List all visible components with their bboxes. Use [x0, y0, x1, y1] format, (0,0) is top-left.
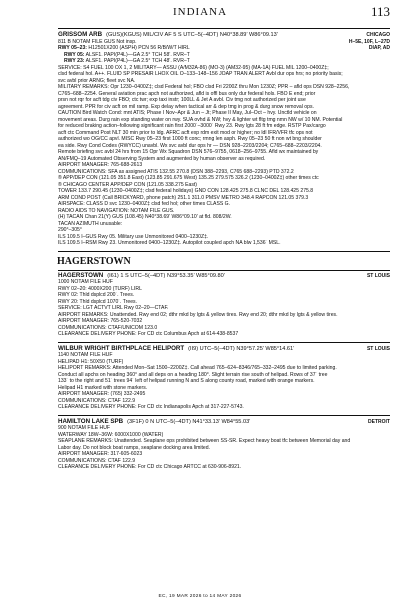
communications-line: ® APP/DEP CON (121.05 351.8 East) (123.85 291.675 West) 135.25 279.575 326.2 (1230–0400Z‡) other times ctc	[58, 175, 319, 181]
entry-line: CLEARANCE DELIVERY PHONE: For CD ctc Chicago ARTCC at 630-906-8921.	[58, 464, 242, 470]
remarks-line: ea side. Rwy Cond Codes (RWYCC) unavbl. Wx svc avbl dur ops hr — DSN 928–2203/2204; C765–688–2203/2204.	[58, 142, 322, 149]
sectional-chart: CHICAGO	[366, 32, 390, 38]
remarks-line: acft ctc Command Post NLT 30 min prior to ldg. AFRC acft exp rdm exit mod or higher; no ldl IFR/VFR tfc ops not	[58, 129, 313, 136]
entry-line: SERVICE: LGT ACTVT LIRL Rwy 02–20—CTAF.	[58, 305, 169, 311]
city-rule	[58, 270, 390, 271]
diap-label: DIAP, AD	[368, 45, 390, 51]
service-line: clsd federal hol. A++. FLUID SP PRESAIR LHOX OIL O–133–148–156 JOAP TRAN ALERT Avbl dur ops hrs; no priority basis;	[58, 71, 343, 77]
remarks-line: agreement. PPR for civ acft on mil ramp. Exp delay when tactical arr & dep tmg in prog & durg snow removal ops.	[58, 103, 314, 110]
airport-name: GRISSOM ARB	[58, 31, 103, 38]
remarks-line: C765–688–2254. General aviation prac apch not authorized, afld is offl bus only dur federal hols. FBO E end; prior	[58, 90, 316, 97]
entry-line: SEAPLANE REMARKS: Unattended. Seaplane ops prohibited between SS-SR. Expect heavy boat tfc between Memorial day and	[58, 438, 351, 444]
radio-aids-line: 290°–305°	[58, 227, 82, 233]
remarks-line: prsn not rqr for acft tdg civ FBO; ctc twr; exp taxi instr; 100LL & Jet A avbl. Civ tmg not authorized per joint use	[58, 97, 306, 103]
notam-file: 811 B NOTAM FILE GUS Not insp.	[58, 38, 137, 45]
entry-line: CLEARANCE DELIVERY PHONE: For CD ctc Columbus Apch at 614-438-8537	[58, 331, 239, 337]
radio-aids-line: ILS 109.5 I–GUS Rwy 05. Military use Unmonitored 0400–1230Z‡.	[58, 233, 209, 240]
entry-line: 133´ to the right and 51´ trees 94´ left of helipad running N and S along county road, marked with orange markers.	[58, 378, 315, 384]
header-rule	[58, 28, 390, 29]
entry-line: Labor day. Do not block boat ramps, seaplane docking area limited.	[58, 444, 210, 451]
runway-key: RWY 23:	[64, 58, 85, 64]
runway-key: RWY 05–23:	[58, 45, 87, 51]
service-line: SERVICE: S4 FUEL 100 OX 1, 2 MILITARY— ASSU (A/M32A-86) (MO-3) (AM32-95) (MA-1A) FUEL MIL 1200–0400Z‡;	[58, 64, 329, 71]
airport-codes: (I61) 1 S UTC–5(–4DT) N39°53.35’ W85°09.80’	[107, 272, 226, 279]
section-divider	[58, 415, 390, 416]
page-number: 113	[370, 4, 390, 19]
airport-name: WILBUR WRIGHT BIRTHPLACE HELIPORT	[58, 344, 185, 352]
page-footer: EC, 19 MAR 2026 to 14 MAY 2026	[158, 594, 242, 599]
entry-line: RWY 20: Thld dsplcd 1070´. Trees.	[58, 298, 137, 305]
remarks-line: AN/FMQ–19 Automated Observing System and augmented by human observer as required.	[58, 155, 266, 162]
remarks-line: CAUTION Bird Watch Cond: mnt ATIS; Phase I Nov–Apr & Jun – Jt; Phase II May, Jul–Oct – hvy. Unctld vehicle on	[58, 110, 317, 116]
radio-aids-head: RADIO AIDS TO NAVIGATION: NOTAM FILE GUS.	[58, 207, 175, 214]
notam-file: 1000 NOTAM FILE HUF	[58, 279, 113, 285]
section-divider	[58, 251, 390, 252]
entry-grissom	[58, 32, 390, 247]
communications-line: ARM COND POST (Call BRICKYARD, phone patch) 251.1 311.0 PMSV METRO 348.4 RAPCON 121.05 379.3	[58, 194, 309, 201]
entry-line: AIRPORT MANAGER: 317-605-6023	[58, 451, 143, 457]
remarks-line: Remote briefing svc avbl 24 hrs from 15 Opr Wx Squadron DSN 576–9755, 0618–256–9755. Afld wx maintained by	[58, 149, 319, 155]
notam-file: 1140 NOTAM FILE HUF	[58, 352, 113, 358]
remarks-line: movement areas. Durg rain exp standing water on rwy. SUA ovhd & NW; hvy & lighter wt fltg tmg nmn NW w/ 10 NM. Potential	[58, 116, 343, 123]
entry-line: Conduct all apchs on heading 360° and all deps on a heading 180°. Slight terrain rise south of helipad. Rows of 37´ tree	[58, 371, 328, 378]
entry-line: Helipad H1 marked with stone markers.	[58, 384, 148, 391]
entry-line: CLEARANCE DELIVERY PHONE: For CD ctc Indianapolis Apch at 317-227-5743.	[58, 404, 244, 410]
airspace-line: AIRSPACE: CLASS D svc 1230–0400Z‡ clsd fed hol; other times CLASS G.	[58, 201, 231, 207]
communications-line: ® CHICAGO CENTER APP/DEP CON (121.05 338.275 East)	[58, 181, 197, 188]
communications-line: TOWER 133.7 290.45 (1230–0400Z‡; clsd federal holidays) GND CON 128.425 275.8 CLNC DEL 128.425 275.8	[58, 188, 314, 194]
sectional-chart: DETROIT	[368, 418, 390, 425]
remarks-line: for reduced braking action–following significant rain first 2000´–3000´ Rwy 23. Rwy lgts 28 ft fm edge. RSTP Pax/cargo	[58, 123, 326, 129]
page-header	[0, 0, 400, 28]
directory-body	[58, 32, 390, 471]
airport-codes: (GUS)(KGUS) MIL/CIV AF 5 S UTC–5(–4DT) N40°38.89’ W86°09.13’	[106, 32, 278, 38]
entry-hagerstown	[58, 273, 390, 338]
airport-codes: (II9) UTC–5(–4DT) N39°57.25’ W85°14.61’	[188, 345, 295, 352]
entry-line: AIRPORT REMARKS: Unattended. Rwy end 02; dthr mkd by lgts & yellow tires. Rwy end 20; dthr mkd by lgts & yellow tires.	[58, 311, 338, 318]
runway-text: ALSF1. PAPI(P4L)—GA 2.5° TCH 58’. RVR–T	[84, 51, 190, 58]
section-divider	[58, 342, 390, 343]
entry-line: AIRPORT MANAGER: (765) 332-2495	[58, 391, 146, 397]
state-title: INDIANA	[172, 6, 228, 18]
entry-line: COMMUNICATIONS: CTAF 122.9	[58, 397, 136, 404]
sectional-chart: ST LOUIS	[366, 345, 390, 352]
airport-name: HAMILTON LAKE SPB	[58, 417, 124, 425]
entry-line: WATERWAY 18W–36W: 6000X1000 (WATER)	[58, 431, 164, 438]
runway-text: ALSF1. PAPI(P4L)—GA 2.5° TCH 48’. RVR–T	[84, 58, 190, 64]
runway-text: H12501X200 (ASPH) PCN 56 R/B/W/T HIRL	[86, 45, 190, 51]
entry-line: HELIPAD H1: 50X50 (TURF)	[58, 358, 124, 365]
radio-aids-line: (H) TACAN Chan 21(Y) GUS (108.45) N40°38.69’ W86°09.10’ at fld. 808/2W.	[58, 214, 232, 220]
sectional-chart: ST LOUIS	[366, 272, 390, 279]
entry-line: COMMUNICATIONS: CTAF 122.9	[58, 457, 136, 464]
remarks-line: MILITARY REMARKS: Opr 1230–0400Z‡; clsd Federal hol; FBO clsd Fri 2200Z thru Mon 1230Z; PPR – afld ops DSN 928–2256,	[58, 84, 350, 90]
communications-head: COMMUNICATIONS: SFA as assigned ATIS 132.55 270.8 (DSN 388–2293, C765 688–2293) PTD 372.2	[58, 168, 294, 175]
radio-aids-line: ILS 109.5 I–RSM Rwy 23. Unmonitored 0400–1230Z‡. Autopilot coupled apch NA blw 1,536´ MSL.	[58, 240, 281, 246]
entry-wilbur-wright	[58, 346, 390, 411]
entry-line: RWY 02–20: 4000X200 (TURF) LIRL	[58, 285, 142, 292]
notam-file: 900 NOTAM FILE HUF	[58, 425, 110, 431]
airport-name: HAGERSTOWN	[58, 271, 104, 279]
entry-hamilton-lake	[58, 419, 390, 471]
runway-key: RWY 05:	[64, 51, 85, 58]
remarks-line: authorized wo OG/CC apvl. MISC Rwy 05–23 first 1000 ft conc; rmng len asph. Rwy 05–23 50 ft non wt bng shoulder	[58, 136, 322, 142]
entry-line: HELIPORT REMARKS: Attended Mon–Sat 1500–2200Z‡. Call ahead 765–624–8346/765–332–2495 due to limited parking.	[58, 365, 337, 371]
airport-codes: (3F1F) 0 N UTC–5(–4DT) N41°33.13’ W84°55.03’	[127, 418, 251, 425]
service-line: svc avbl prior ARNG; fleet svc NA.	[58, 77, 136, 84]
radio-aids-line: TACAN AZIMUTH unusable:	[58, 220, 123, 227]
entry-line: RWY 02: Thld dsplcd 200´. Trees.	[58, 292, 135, 298]
entry-line: AIRPORT MANAGER: 765-520-7032	[58, 318, 143, 324]
city-heading: HAGERSTOWN	[57, 255, 131, 267]
airport-manager: AIRPORT MANAGER: 765-688-2613	[58, 162, 143, 168]
chart-refs: H–5E, 10F, L–27D	[348, 38, 390, 45]
entry-line: COMMUNICATIONS: CTAF/UNICOM 123.0	[58, 324, 158, 331]
